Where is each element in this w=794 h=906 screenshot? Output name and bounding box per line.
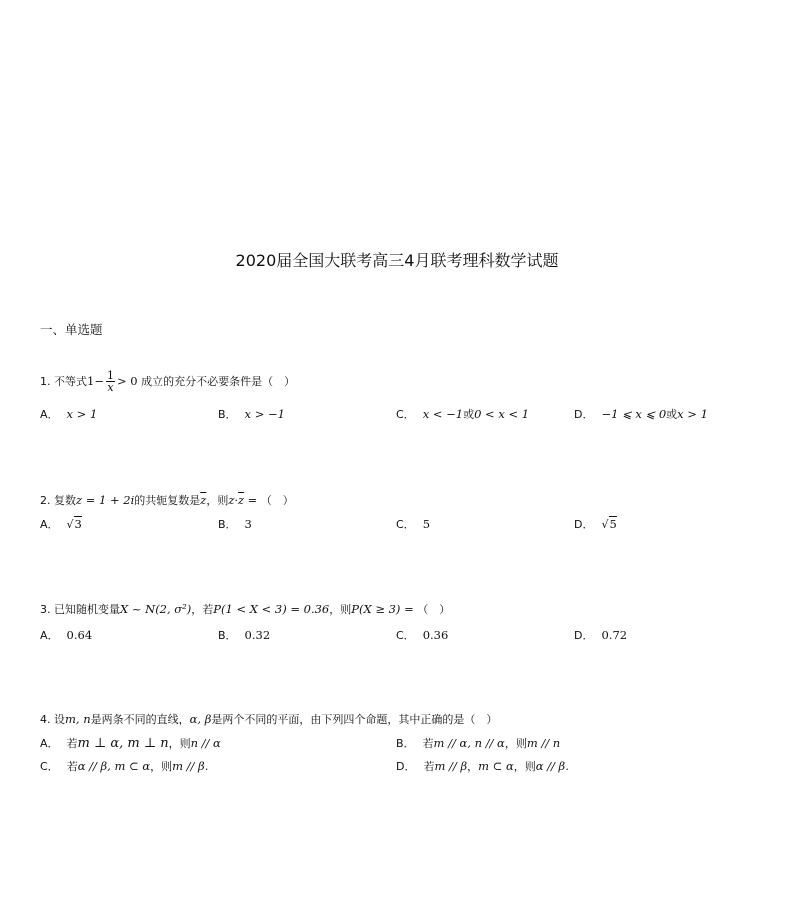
page-title: 2020届全国大联考高三4月联考理科数学试题 — [235, 251, 559, 270]
option-text: 若 — [422, 737, 434, 750]
option-b[interactable] — [218, 516, 252, 532]
section-heading: 一、单选题 — [40, 322, 103, 337]
option-text: 或 — [463, 408, 475, 421]
option-label: A． — [40, 629, 59, 642]
math-term: = — [247, 493, 258, 507]
option-b[interactable] — [218, 627, 270, 643]
question-number: 1. — [40, 375, 51, 388]
option-value: α // β, m ⊂ α — [77, 759, 151, 773]
option-value: 0.64 — [66, 628, 93, 642]
option-label: C． — [396, 629, 415, 642]
option-value: 5 — [422, 517, 431, 531]
option-value: m // β. — [172, 759, 209, 773]
math-term: z = 1 + 2i — [76, 493, 135, 507]
option-value: m // β — [434, 759, 468, 773]
question-text: 是两条不同的直线， — [90, 713, 190, 726]
math-term: $\overline{z}$ — [238, 493, 245, 507]
question-4-stem — [40, 711, 497, 727]
option-value: 3 — [244, 517, 252, 531]
question-text: 的共轭复数是 — [134, 494, 201, 507]
option-b[interactable] — [218, 406, 285, 422]
option-text: ，则 — [513, 760, 536, 773]
option-text: ， — [467, 760, 479, 773]
question-1-stem — [40, 370, 295, 394]
question-text: （ ） — [417, 603, 451, 616]
question-text: 已知随机变量 — [54, 603, 120, 616]
option-value: m ⊂ α — [478, 759, 514, 773]
sqrt-symbol: √5 — [601, 517, 617, 531]
option-value: 0.32 — [244, 628, 271, 642]
question-text: （ ） — [260, 494, 294, 507]
question-text: 是两个不同的平面，由下列四个命题，其中正确的是（ ） — [211, 713, 498, 726]
question-text: 不等式 — [54, 375, 87, 388]
option-a[interactable] — [40, 627, 92, 643]
question-number: 3. — [40, 603, 51, 616]
option-d[interactable] — [574, 627, 627, 643]
option-value: 0.72 — [601, 628, 628, 642]
math-term: α, β — [189, 712, 212, 726]
option-value: m // α, n // α — [433, 736, 505, 750]
option-text: ，则 — [168, 737, 191, 750]
option-text: 若 — [423, 760, 435, 773]
option-label: C． — [396, 408, 415, 421]
question-number: 2. — [40, 494, 51, 507]
option-value: x > 1 — [677, 407, 708, 421]
option-text: ，则 — [150, 760, 173, 773]
option-value: x < −1 — [422, 407, 464, 421]
question-text: ，则 — [329, 603, 352, 616]
question-text: ，则 — [206, 494, 229, 507]
question-text: 设 — [54, 713, 65, 726]
option-label: B． — [218, 629, 237, 642]
option-value: x > −1 — [244, 407, 285, 421]
option-text: ，则 — [504, 737, 527, 750]
fraction-numerator: 1 — [106, 369, 114, 382]
option-label: C． — [40, 760, 59, 773]
option-c[interactable] — [40, 758, 208, 774]
math-term: − — [94, 374, 104, 388]
option-value: n // α — [190, 736, 221, 750]
math-term: z — [228, 493, 235, 507]
fraction — [106, 370, 115, 394]
option-label: B． — [218, 518, 237, 531]
fraction-denominator: x — [107, 381, 114, 394]
option-value: −1 ⩽ x ⩽ 0 — [601, 407, 667, 421]
question-text: ，若 — [191, 603, 214, 616]
question-text: 复数 — [54, 494, 76, 507]
question-2-stem — [40, 492, 294, 508]
option-label: D． — [574, 408, 594, 421]
option-value: x > 1 — [66, 407, 98, 421]
option-label: A． — [40, 737, 59, 750]
option-value: m // n — [526, 736, 561, 750]
option-text: 或 — [666, 408, 678, 421]
option-a[interactable] — [40, 516, 82, 532]
option-value: 5 — [609, 517, 617, 531]
option-value: m ⊥ α, m ⊥ n — [77, 736, 169, 751]
math-term: P(X ≥ 3) = — [351, 602, 414, 616]
option-value: α // β. — [535, 759, 569, 773]
question-number: 4. — [40, 713, 51, 726]
option-label: D． — [574, 629, 594, 642]
sqrt-symbol: √3 — [66, 517, 82, 531]
option-a[interactable] — [40, 735, 221, 751]
option-label: A． — [40, 518, 59, 531]
question-text: 成立的充分不必要条件是（ ） — [141, 375, 296, 388]
option-value: 0 < x < 1 — [474, 407, 530, 421]
option-label: D． — [574, 518, 594, 531]
option-c[interactable] — [396, 627, 448, 643]
option-label: C． — [396, 518, 415, 531]
math-term: 1 — [87, 374, 95, 388]
option-d[interactable] — [396, 758, 569, 774]
option-c[interactable] — [396, 516, 430, 532]
math-term: m, n — [65, 712, 91, 726]
question-3-stem — [40, 601, 450, 617]
option-label: B． — [218, 408, 237, 421]
option-text: 若 — [66, 737, 78, 750]
math-term: · — [234, 493, 239, 507]
option-a[interactable] — [40, 406, 97, 422]
math-term: P(1 < X < 3) = 0.36 — [213, 602, 330, 616]
math-term: $\overline{z}$ — [200, 493, 207, 507]
math-term: X ~ N(2, σ²) — [120, 602, 192, 616]
option-label: A． — [40, 408, 59, 421]
option-text: 若 — [66, 760, 78, 773]
math-term: > 0 — [116, 374, 138, 388]
option-label: B． — [396, 737, 415, 750]
option-label: D． — [396, 760, 416, 773]
option-c[interactable] — [396, 406, 529, 422]
option-b[interactable] — [396, 735, 560, 751]
option-value: 0.36 — [422, 628, 449, 642]
option-d[interactable] — [574, 516, 617, 532]
option-value: 3 — [74, 517, 82, 531]
option-d[interactable] — [574, 406, 708, 422]
